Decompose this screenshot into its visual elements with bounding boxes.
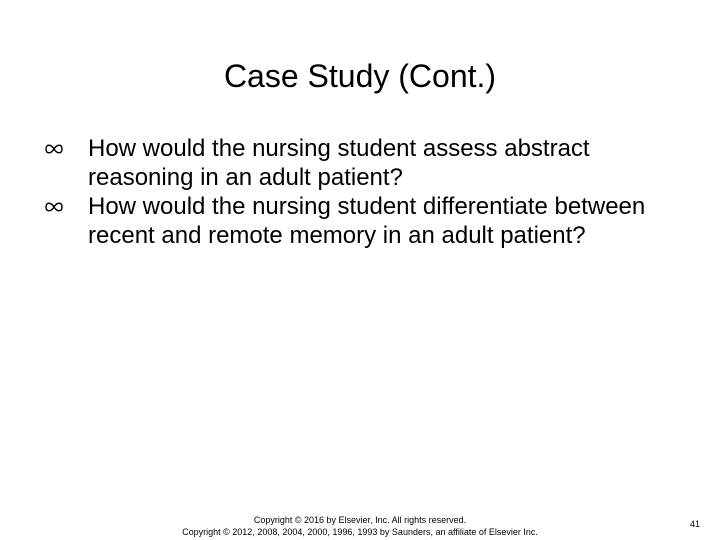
loop-bullet-icon [44,201,64,213]
bullet-text: How would the nursing student differentiate between recent and remote memory in an adult patient? [88,193,646,249]
bullet-text: How would the nursing student assess abstract reasoning in an adult patient? [88,135,590,191]
bullet-list [44,134,664,250]
footer-line-2: Copyright © 2012, 2008, 2004, 2000, 1996, 1993 by Saunders, an affiliate of Elsevier Inc. [182,527,538,537]
footer-copyright [140,514,580,538]
bullet-item [44,192,664,250]
slide-title: Case Study (Cont.) [223,58,497,94]
loop-bullet-icon [44,143,64,155]
footer-line-1: Copyright © 2016 by Elsevier, Inc. All rights reserved. [253,515,467,525]
bullet-item [44,134,664,192]
page-number: 41 [689,519,700,529]
